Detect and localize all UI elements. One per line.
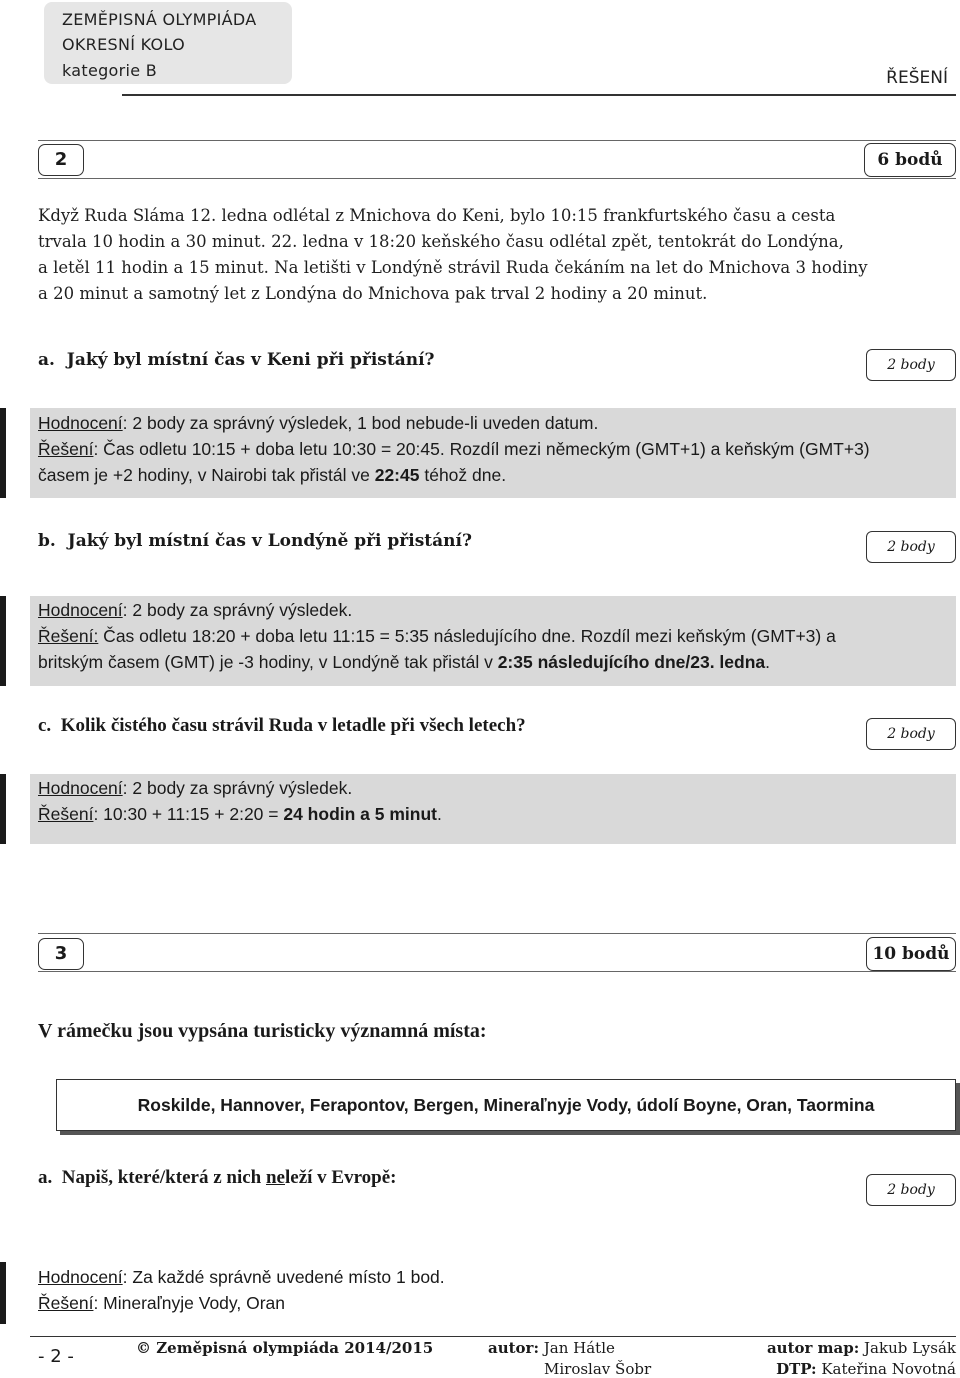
answer-3a: [38, 1264, 954, 1316]
answer-bar-b: [0, 596, 6, 686]
reseni-label: Řešení: [38, 804, 94, 824]
question-text: Jaký byl místní čas v Keni při přistání?: [66, 350, 435, 370]
reseni-text: časem je +2 hodiny, v Nairobi tak přistál ve: [38, 465, 375, 485]
hodnoceni-text: : 2 body za správný výsledek.: [122, 600, 353, 620]
question-c-points: 2 body: [866, 718, 956, 750]
reseni-answer: 24 hodin a 5 minut: [283, 804, 437, 824]
hodnoceni-label: Hodnocení: [38, 1267, 123, 1287]
header-reseni: ŘEŠENÍ: [886, 68, 948, 88]
task2-bottom-line: [38, 178, 956, 179]
reseni-text: Čas odletu 18:20 + doba letu 11:15 = 5:35 následujícího dne. Rozdíl mezi keňským (GMT+3) a: [98, 626, 836, 646]
header-title: ZEMĚPISNÁ OLYMPIÁDA: [62, 10, 257, 29]
task3-number: 3: [38, 938, 84, 970]
task3-intro: V rámečku jsou vypsána turisticky významná místa:: [38, 1020, 487, 1042]
question-c: [38, 715, 526, 737]
footer-author-2: Miroslav Šobr: [544, 1360, 652, 1378]
footer-copyright: © Zeměpisná olympiáda 2014/2015: [136, 1339, 434, 1357]
footer-rule: [30, 1336, 956, 1337]
answer-c: [38, 775, 954, 827]
hodnoceni-text: : 2 body za správný výsledek.: [122, 778, 353, 798]
header-rule: [122, 94, 956, 96]
task2-number: 2: [38, 144, 84, 176]
hodnoceni-text: : Za každé správně uvedené místo 1 bod.: [122, 1267, 445, 1287]
map-label: autor map:: [766, 1339, 860, 1357]
footer-author: [488, 1339, 615, 1357]
task2-intro-line: Když Ruda Sláma 12. ledna odlétal z Mnichova do Keni, bylo 10:15 frankfurtského času a cesta: [38, 206, 836, 225]
question-a-points: 2 body: [866, 349, 956, 381]
question-a: [38, 350, 435, 370]
question-b-points: 2 body: [866, 531, 956, 563]
task2-points: 6 bodů: [864, 143, 956, 177]
hodnoceni-label: Hodnocení: [38, 600, 123, 620]
question-letter: a.: [38, 350, 55, 370]
page-number: - 2 -: [38, 1346, 74, 1367]
reseni-text: : Mineraľnyje Vody, Oran: [93, 1293, 285, 1313]
reseni-text: .: [765, 652, 771, 672]
places-frame: Roskilde, Hannover, Ferapontov, Bergen, Mineraľnyje Vody, údolí Boyne, Oran, Taormina: [56, 1079, 956, 1131]
answer-bar-c: [0, 774, 6, 844]
question-text: leží v Evropě:: [284, 1167, 397, 1188]
reseni-answer: 2:35 následujícího dne/23. ledna: [497, 652, 766, 672]
answer-b: [38, 597, 954, 675]
task2-intro: [38, 203, 958, 307]
hodnoceni-label: Hodnocení: [38, 778, 123, 798]
task3-points: 10 bodů: [866, 937, 956, 971]
reseni-text: .: [437, 804, 442, 824]
question-letter: b.: [38, 531, 56, 551]
task2-intro-line: trvala 10 hodin a 30 minut. 22. ledna v 18:20 keňského času odlétal zpět, tentokrát do Londýna,: [38, 232, 844, 251]
footer-dtp: [776, 1360, 956, 1378]
answer-a: [38, 410, 954, 488]
question-text: Kolik čistého času strávil Ruda v letadle při všech letech?: [60, 715, 526, 736]
question-letter: c.: [38, 715, 52, 736]
question-3a-points: 2 body: [866, 1174, 956, 1206]
question-b: [38, 531, 472, 551]
author-name: Jan Hátle: [539, 1339, 615, 1357]
task2-intro-line: a letěl 11 hodin a 15 minut. Na letišti v Londýně strávil Ruda čekáním na let do Mnichova 3 hodiny: [38, 258, 868, 277]
task2-top-line: [38, 140, 956, 141]
question-3a: [38, 1167, 397, 1189]
reseni-text: britským časem (GMT) je -3 hodiny, v Londýně tak přistál v: [38, 652, 498, 672]
hodnoceni-label: Hodnocení: [38, 413, 123, 433]
reseni-label: Řešení: [38, 1293, 94, 1313]
answer-bar-a: [0, 408, 6, 498]
dtp-label: DTP:: [776, 1360, 817, 1378]
reseni-label: Řešení:: [38, 626, 99, 646]
question-letter: a.: [38, 1167, 53, 1188]
reseni-text: : Čas odletu 10:15 + doba letu 10:30 = 20:45. Rozdíl mezi německým (GMT+1) a keňským (GMT+3): [93, 439, 870, 459]
answer-bar-3a: [0, 1262, 6, 1324]
task2-intro-line: a 20 minut a samotný let z Londýna do Mnichova pak trval 2 hodiny a 20 minut.: [38, 284, 708, 303]
reseni-label: Řešení: [38, 439, 94, 459]
task3-top-line: [38, 933, 956, 934]
question-text: Napiš, které/která z nich: [61, 1167, 266, 1188]
dtp-name: Kateřina Novotná: [816, 1360, 956, 1378]
author-label: autor:: [488, 1339, 539, 1357]
header-subtitle: OKRESNÍ KOLO: [62, 35, 185, 54]
footer-map-author: [767, 1339, 956, 1357]
reseni-text: téhož dne.: [419, 465, 507, 485]
task3-bottom-line: [38, 971, 956, 972]
map-name: Jakub Lysák: [859, 1339, 956, 1357]
header-category: kategorie B: [62, 61, 158, 80]
reseni-answer: 22:45: [374, 465, 420, 485]
hodnoceni-text: : 2 body za správný výsledek, 1 bod nebude-li uveden datum.: [122, 413, 599, 433]
question-text-ne: ne: [265, 1167, 285, 1188]
question-text: Jaký byl místní čas v Londýně při přistání?: [67, 531, 472, 551]
reseni-text: : 10:30 + 11:15 + 2:20 =: [93, 804, 284, 824]
